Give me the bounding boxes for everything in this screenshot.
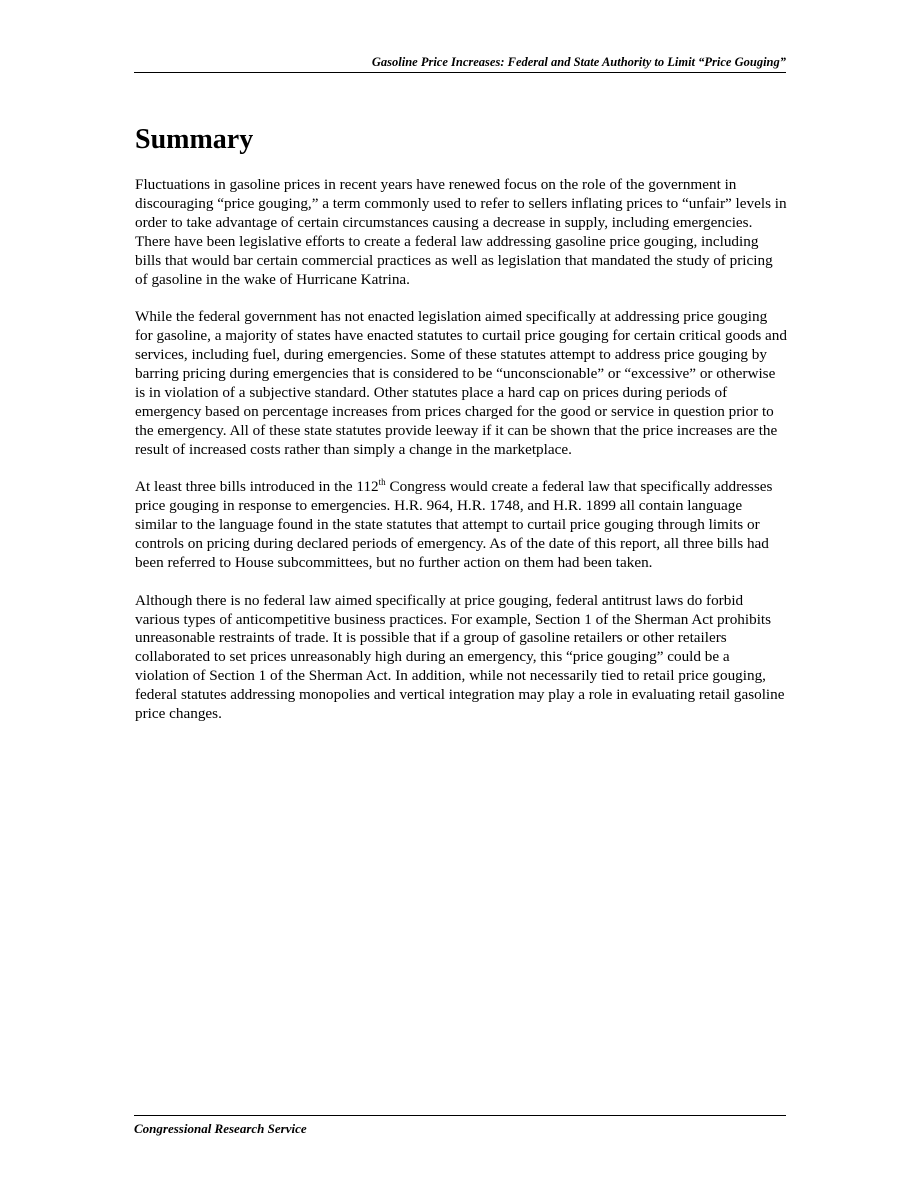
page-title: Summary xyxy=(135,124,254,155)
running-header xyxy=(134,53,786,73)
body-paragraph xyxy=(135,478,787,573)
running-header-title: Gasoline Price Increases: Federal and State Authority to Limit “Price Gouging” xyxy=(371,55,786,69)
paragraph-text: At least three bills introduced in the 112 xyxy=(135,478,379,496)
body-paragraph: While the federal government has not enacted legislation aimed specifically at addressing price gouging for gasoline, a majority of states have enacted statutes to curtail price gouging for certain critical goods and services, including fuel, during emergencies. Some of these statutes attempt to address price gouging by barring pricing during emergencies that is considered to be “unconscionable” or “excessive” or otherwise is in violation of a subjective standard. Other statutes place a hard cap on prices during periods of emergency based on percentage increases from prices charged for the good or service in question prior to the emergency. All of these state statutes provide leeway if it can be shown that the price increases are the result of increased costs rather than simply a change in the marketplace. xyxy=(135,308,787,458)
footer-publisher: Congressional Research Service xyxy=(134,1121,307,1136)
document-body xyxy=(135,176,787,743)
paragraph-text: Congress would create a federal law that specifically addresses price gouging in response to emergencies. H.R. 964, H.R. 1748, and H.R. 1899 all contain language similar to the language found in the state statutes that attempt to curtail price gouging through limits or controls on pricing during declared periods of emergency. As of the date of this report, all three bills had been referred to House subcommittees, but no further action on them had been taken. xyxy=(135,478,773,571)
body-paragraph: Fluctuations in gasoline prices in recent years have renewed focus on the role of the government in discouraging “price gouging,” a term commonly used to refer to sellers inflating prices to “unfair” levels in order to take advantage of certain circumstances causing a decrease in supply, including emergencies. There have been legislative efforts to create a federal law addressing gasoline price gouging, including bills that would bar certain commercial practices as well as legislation that mandated the study of pricing of gasoline in the wake of Hurricane Katrina. xyxy=(135,176,787,288)
body-paragraph: Although there is no federal law aimed specifically at price gouging, federal antitrust laws do forbid various types of anticompetitive business practices. For example, Section 1 of the Sherman Act prohibits unreasonable restraints of trade. It is possible that if a group of gasoline retailers or other retailers collaborated to set prices unreasonably high during an emergency, this “price gouging” could be a violation of Section 1 of the Sherman Act. In addition, while not necessarily tied to retail price gouging, federal statutes addressing monopolies and vertical integration may play a role in evaluating retail gasoline price changes. xyxy=(135,591,785,723)
running-footer xyxy=(134,1115,786,1138)
ordinal-superscript: th xyxy=(378,477,386,488)
